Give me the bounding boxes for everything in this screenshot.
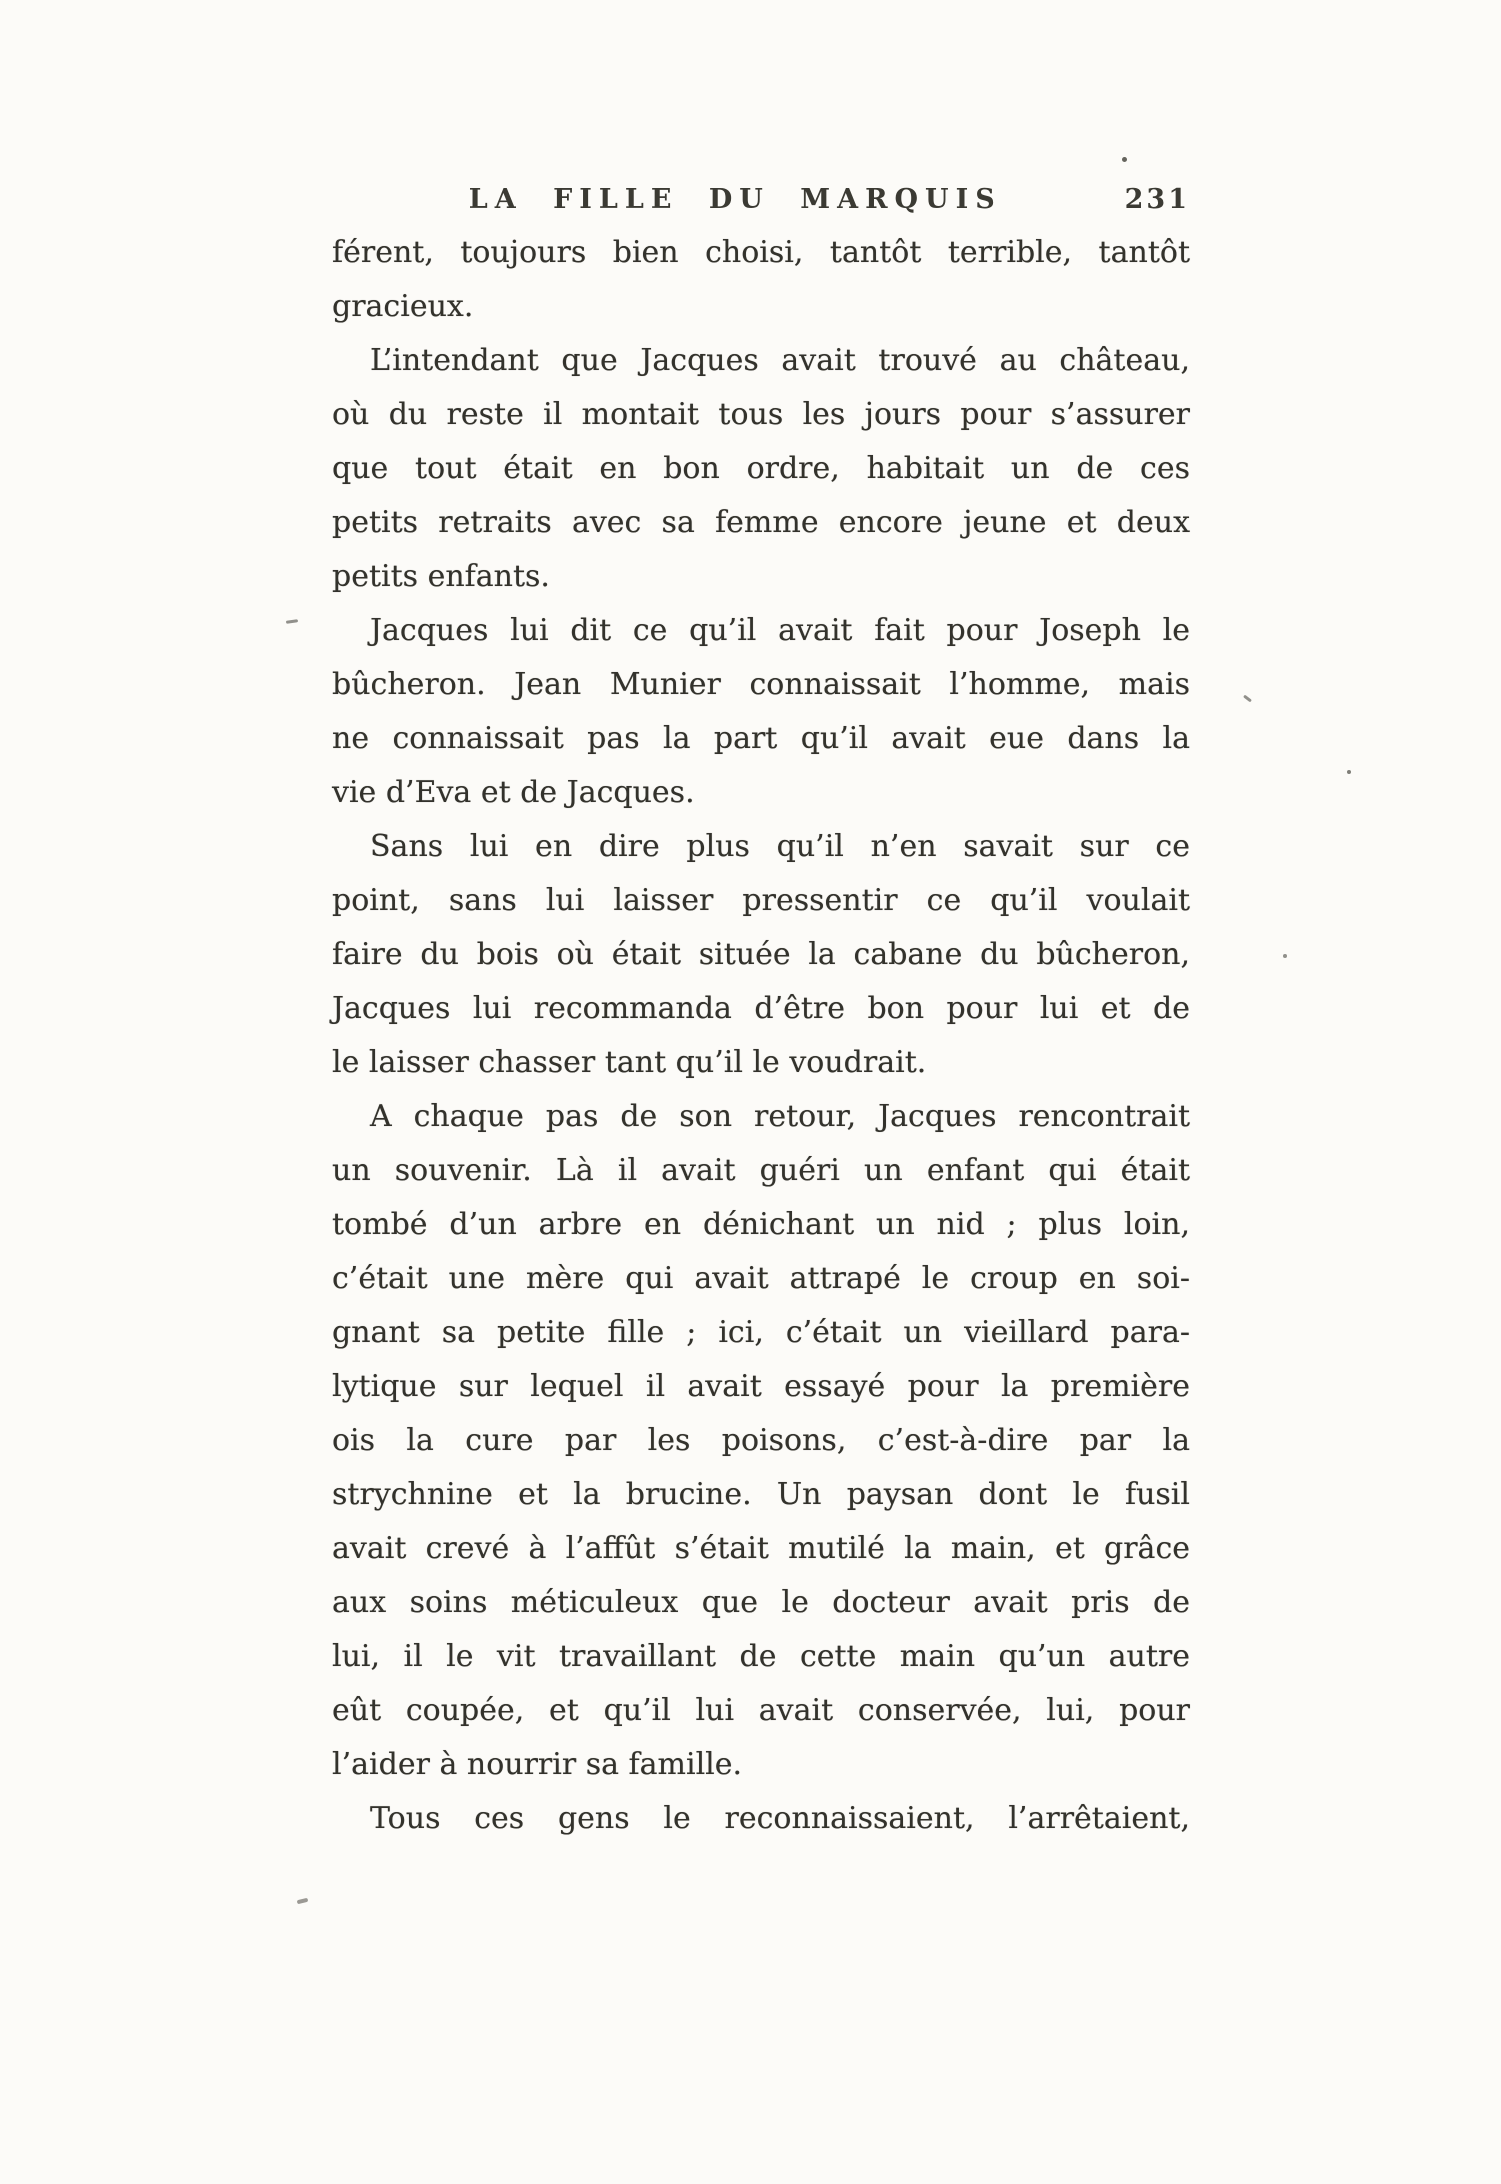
- paragraph: [332, 820, 1190, 1090]
- scan-speck: [286, 619, 298, 624]
- text-line: Jacques lui dit ce qu’il avait fait pour Joseph le: [370, 613, 1190, 648]
- text-line: faire du bois où était située la cabane du bûcheron,: [332, 937, 1190, 972]
- text-line: strychnine et la brucine. Un paysan dont le fusil: [332, 1477, 1190, 1512]
- paragraph: [332, 334, 1190, 604]
- text-line: un souvenir. Là il avait guéri un enfant qui était: [332, 1153, 1190, 1188]
- running-title: LA FILLE DU MARQUIS: [468, 184, 1002, 215]
- text-line: petits retraits avec sa femme encore jeune et deux: [332, 505, 1190, 540]
- scan-speck: [1122, 157, 1127, 162]
- text-line: gnant sa petite fille ; ici, c’était un vieillard para-: [332, 1315, 1190, 1350]
- text-block: [332, 226, 1190, 1846]
- text-line: gracieux.: [332, 289, 474, 324]
- text-line: tombé d’un arbre en dénichant un nid ; plus loin,: [332, 1207, 1190, 1242]
- text-line: c’était une mère qui avait attrapé le croup en soi-: [332, 1261, 1190, 1296]
- scan-speck: [1283, 954, 1287, 958]
- text-line: ne connaissait pas la part qu’il avait eue dans la: [332, 721, 1190, 756]
- text-line: A chaque pas de son retour, Jacques rencontrait: [370, 1099, 1190, 1134]
- text-line: que tout était en bon ordre, habitait un de ces: [332, 451, 1190, 486]
- text-line: lytique sur lequel il avait essayé pour la première: [332, 1369, 1190, 1404]
- text-line: ois la cure par les poisons, c’est-à-dire par la: [332, 1423, 1190, 1458]
- text-line: férent, toujours bien choisi, tantôt terrible, tantôt: [332, 235, 1190, 270]
- text-line: lui, il le vit travaillant de cette main qu’un autre: [332, 1639, 1190, 1674]
- text-line: point, sans lui laisser pressentir ce qu’il voulait: [332, 883, 1190, 918]
- paragraph: [332, 604, 1190, 820]
- paragraph: [332, 226, 1190, 334]
- scan-speck: [297, 1898, 309, 1905]
- page-number: 231: [1124, 184, 1190, 215]
- text-line: l’aider à nourrir sa famille.: [332, 1747, 743, 1782]
- text-line: avait crevé à l’affût s’était mutilé la main, et grâce: [332, 1531, 1190, 1566]
- text-line: Jacques lui recommanda d’être bon pour lui et de: [332, 991, 1190, 1026]
- scan-speck: [1243, 695, 1252, 703]
- page-header: [332, 184, 1190, 220]
- text-line: le laisser chasser tant qu’il le voudrait.: [332, 1045, 927, 1080]
- text-line: aux soins méticuleux que le docteur avait pris de: [332, 1585, 1190, 1620]
- text-line: petits enfants.: [332, 559, 550, 594]
- text-line: eût coupée, et qu’il lui avait conservée, lui, pour: [332, 1693, 1190, 1728]
- text-line: où du reste il montait tous les jours pour s’assurer: [332, 397, 1190, 432]
- text-line: bûcheron. Jean Munier connaissait l’homme, mais: [332, 667, 1190, 702]
- text-line: vie d’Eva et de Jacques.: [332, 775, 695, 810]
- scan-speck: [1347, 770, 1351, 774]
- text-line: Tous ces gens le reconnaissaient, l’arrêtaient,: [370, 1801, 1190, 1836]
- paragraph: [332, 1792, 1190, 1846]
- paragraph: [332, 1090, 1190, 1792]
- text-line: L’intendant que Jacques avait trouvé au château,: [370, 343, 1190, 378]
- text-line: Sans lui en dire plus qu’il n’en savait sur ce: [370, 829, 1190, 864]
